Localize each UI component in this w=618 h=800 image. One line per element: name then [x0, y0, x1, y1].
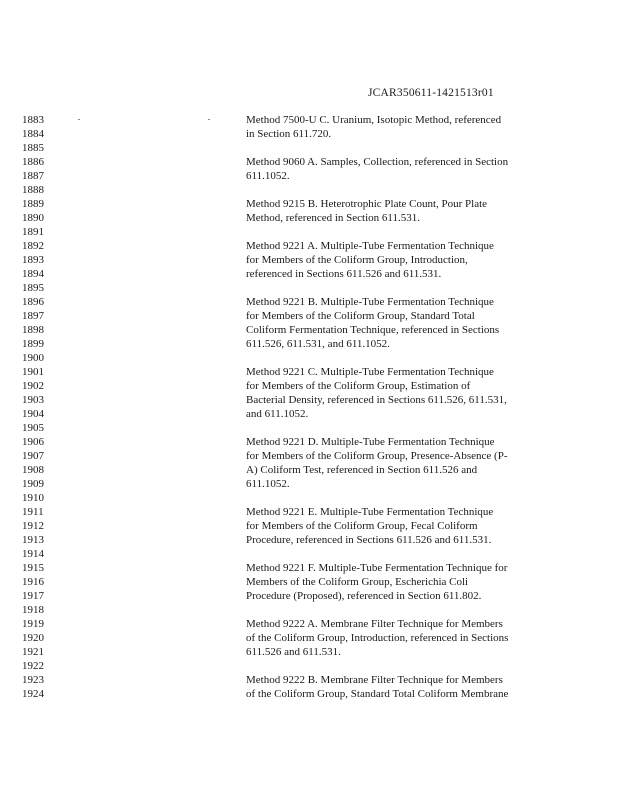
method-entry — [246, 197, 546, 225]
scan-speck — [78, 119, 80, 120]
method-entry-line: Method 7500-U C. Uranium, Isotopic Method, referenced — [246, 114, 502, 126]
line-number: 1909 — [22, 478, 44, 490]
method-entry-line: Method 9221 B. Multiple-Tube Fermentation Technique — [246, 296, 494, 308]
line-number: 1904 — [22, 408, 44, 420]
line-number: 1887 — [22, 170, 44, 182]
scan-speck — [208, 119, 210, 120]
line-number: 1883 — [22, 114, 44, 126]
method-entry — [246, 435, 546, 491]
line-number: 1890 — [22, 212, 44, 224]
line-number: 1889 — [22, 198, 44, 210]
line-number: 1912 — [22, 520, 44, 532]
method-entry-line: for Members of the Coliform Group, Standard Total — [246, 310, 475, 322]
line-number: 1914 — [22, 548, 44, 560]
method-entry-line: Members of the Coliform Group, Escherichia Coli — [246, 576, 469, 588]
method-entry-line: Procedure (Proposed), referenced in Section 611.802. — [246, 590, 482, 602]
method-entry — [246, 155, 546, 183]
method-entry-line: for Members of the Coliform Group, Estimation of — [246, 380, 471, 392]
method-entry — [246, 239, 546, 281]
line-number: 1893 — [22, 254, 44, 266]
line-number: 1900 — [22, 352, 44, 364]
method-entry — [246, 505, 546, 547]
line-number: 1913 — [22, 534, 44, 546]
method-entry-line: Method 9215 B. Heterotrophic Plate Count, Pour Plate — [246, 198, 488, 210]
method-entry — [246, 295, 546, 351]
line-number: 1919 — [22, 618, 44, 630]
line-number: 1885 — [22, 142, 44, 154]
method-entry-line: Method 9221 A. Multiple-Tube Fermentation Technique — [246, 240, 494, 252]
method-entry-line: Method 9222 A. Membrane Filter Technique for Members — [246, 618, 503, 630]
method-entry-line: of the Coliform Group, Standard Total Coliform Membrane — [246, 688, 509, 700]
line-number: 1911 — [22, 506, 44, 518]
line-number: 1906 — [22, 436, 44, 448]
method-entry-line: for Members of the Coliform Group, Presence-Absence (P- — [246, 450, 508, 462]
method-entry-line: Procedure, referenced in Sections 611.526 and 611.531. — [246, 534, 492, 546]
method-entry — [246, 113, 546, 141]
method-entry — [246, 617, 546, 659]
line-number: 1891 — [22, 226, 44, 238]
line-number: 1886 — [22, 156, 44, 168]
line-number: 1908 — [22, 464, 44, 476]
line-number: 1901 — [22, 366, 44, 378]
method-entry — [246, 561, 546, 603]
method-entry-line: 611.526, 611.531, and 611.1052. — [246, 338, 390, 350]
method-entry-line: Bacterial Density, referenced in Sections 611.526, 611.531, — [246, 394, 507, 406]
line-number: 1918 — [22, 604, 44, 616]
method-entry — [246, 365, 546, 421]
line-number: 1916 — [22, 576, 44, 588]
line-number: 1899 — [22, 338, 44, 350]
line-number: 1922 — [22, 660, 44, 672]
line-number: 1907 — [22, 450, 44, 462]
line-number: 1921 — [22, 646, 44, 658]
method-entry-line: of the Coliform Group, Introduction, referenced in Sections — [246, 632, 509, 644]
line-number: 1920 — [22, 632, 44, 644]
line-number: 1897 — [22, 310, 44, 322]
line-number: 1888 — [22, 184, 44, 196]
method-entry-line: Method 9221 C. Multiple-Tube Fermentation Technique — [246, 366, 494, 378]
document-id: JCAR350611-1421513r01 — [368, 87, 494, 99]
line-number: 1910 — [22, 492, 44, 504]
method-entry-line: A) Coliform Test, referenced in Section 611.526 and — [246, 464, 478, 476]
method-entry — [246, 673, 546, 701]
method-entry-line: for Members of the Coliform Group, Fecal Coliform — [246, 520, 478, 532]
line-number: 1915 — [22, 562, 44, 574]
method-entry-line: Method 9221 D. Multiple-Tube Fermentation Technique — [246, 436, 495, 448]
method-entry-line: Method 9221 F. Multiple-Tube Fermentation Technique for — [246, 562, 508, 574]
method-entry-line: and 611.1052. — [246, 408, 309, 420]
line-number: 1895 — [22, 282, 44, 294]
line-number: 1894 — [22, 268, 44, 280]
method-entry-line: for Members of the Coliform Group, Introduction, — [246, 254, 468, 266]
line-number-column — [22, 113, 62, 701]
method-entry-line: Method 9060 A. Samples, Collection, referenced in Section — [246, 156, 509, 168]
line-number: 1898 — [22, 324, 44, 336]
line-number: 1924 — [22, 688, 44, 700]
line-number: 1896 — [22, 296, 44, 308]
line-number: 1884 — [22, 128, 44, 140]
line-number: 1903 — [22, 394, 44, 406]
line-number: 1892 — [22, 240, 44, 252]
method-entry-line: Method 9222 B. Membrane Filter Technique for Members — [246, 674, 503, 686]
method-entry-line: 611.526 and 611.531. — [246, 646, 341, 658]
method-entry-line: 611.1052. — [246, 478, 290, 490]
line-number: 1905 — [22, 422, 44, 434]
method-entry-line: referenced in Sections 611.526 and 611.531. — [246, 268, 442, 280]
line-number: 1917 — [22, 590, 44, 602]
line-number: 1923 — [22, 674, 44, 686]
line-number: 1902 — [22, 380, 44, 392]
method-list — [246, 113, 546, 715]
method-entry-line: Method, referenced in Section 611.531. — [246, 212, 421, 224]
method-entry-line: Method 9221 E. Multiple-Tube Fermentation Technique — [246, 506, 494, 518]
method-entry-line: Coliform Fermentation Technique, referenced in Sections — [246, 324, 500, 336]
method-entry-line: 611.1052. — [246, 170, 290, 182]
method-entry-line: in Section 611.720. — [246, 128, 332, 140]
